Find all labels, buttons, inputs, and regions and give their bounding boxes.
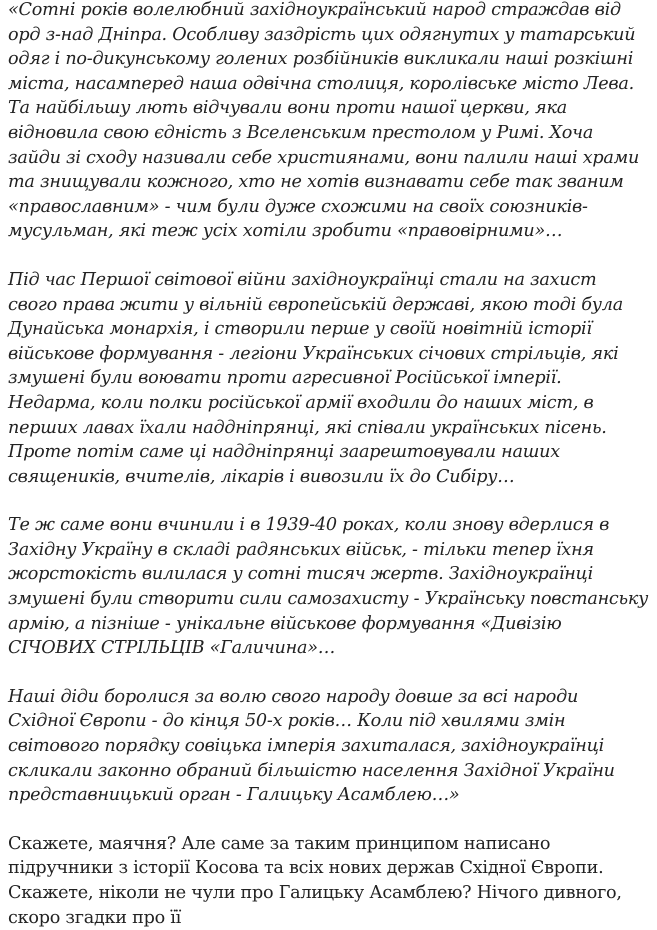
- quote-paragraph-4: Наші діди боролися за волю свого народу довше за всі народи Східної Європи - до кінця 50-х років… Коли під хвилями змін світового порядку совіцька імперія захиталася, західноукраїнці скликали законно обраний більшістю населення Західної України представницький орган - Галицьку Асамблею…»: [8, 686, 615, 806]
- body-paragraph: Скажете, маячня? Але саме за таким принципом написано підручники з історії Косова та всіх нових держав Східної Європи. Скажете, ніколи не чули про Галицьку Асамблею? Нічого дивного, скоро згадки про її: [8, 833, 622, 928]
- quote-paragraph-1: «Сотні років волелюбний західноукраїнський народ страждав від орд з-над Дніпра. Особливу заздрість цих одягнутих у татарський одяг і по-дикунському голених розбійників викликали наші розкішні міста, насамперед наша одвічна столиця, королівське місто Лева. Та найбільшу лють відчували вони проти нашої церкви, яка відновила свою єдність з Вселенським престолом у Римі. Хоча зайди зі сходу називали себе християнами, вони палили наші храми та знищували кожного, хто не хотів визнавати себе так званим «православним» - чим були дуже схожими на своїх союзників-мусульман, які теж усіх хотіли зробити «правовірними»…: [8, 0, 640, 242]
- quote-paragraph-3: Те ж саме вони вчинили і в 1939-40 роках, коли знову вдерлися в Західну Україну в складі радянських військ, - тільки тепер їхня жорстокість вилилася у сотні тисяч жертв. Західноукраїнці змушені були створити сили самозахисту - Українську повстанську армію, а пізніше - унікальне військове формування «Дивізію СІЧОВИХ СТРІЛЬЦІВ «Галичина»…: [8, 515, 649, 659]
- quote-paragraph-2: Під час Першої світової війни західноукраїнці стали на захист свого права жити у вільній європейській державі, якою тоді була Дунайська монархія, і створили перше у своїй новітній історії військове формування - легіони Українських січових стрільців, які змушені були воювати проти агресивної Російської імперії. Недарма, коли полки російської армії входили до наших міст, в перших лавах їхали наддніпрянці, які співали українських пісень. Проте потім саме ці наддніпрянці заарештовували наших священиків, вчителів, лікарів і вивозили їх до Сибіру…: [8, 269, 623, 487]
- article-text: [8, 0, 649, 930]
